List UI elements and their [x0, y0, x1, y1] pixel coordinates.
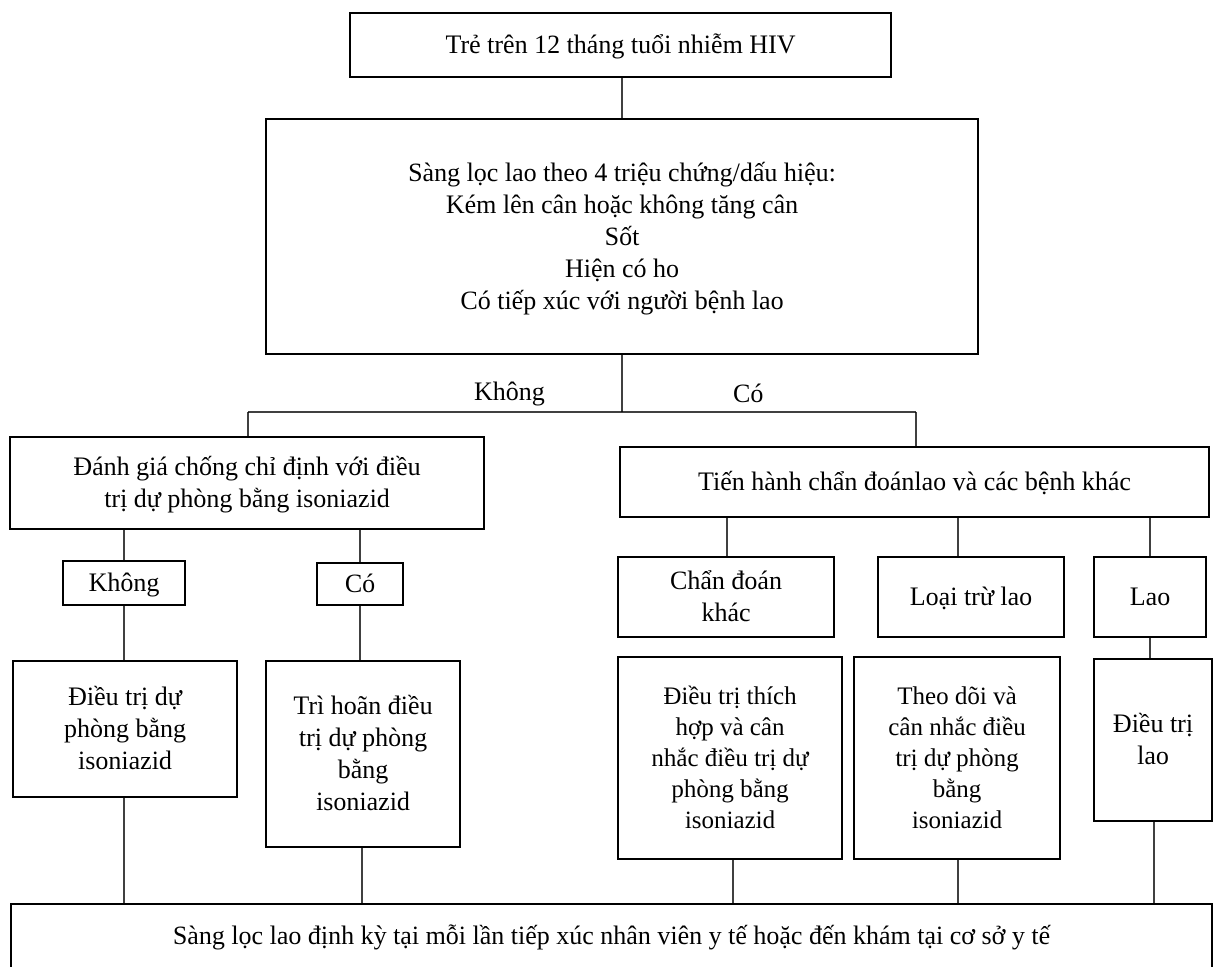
- screening-title: Sàng lọc lao theo 4 triệu chứng/dấu hiệu:: [408, 157, 836, 187]
- action-line: isoniazid: [316, 787, 410, 816]
- action-line: Điều trị: [1112, 709, 1194, 738]
- action-line: cân nhắc điều: [888, 713, 1026, 741]
- exclude-tb-box: [877, 556, 1065, 638]
- action-line: Điều trị thích: [663, 682, 797, 710]
- action-line: phòng bằng: [63, 714, 187, 743]
- screening-box: [265, 118, 979, 355]
- periodic-screening-box: [10, 903, 1213, 967]
- action-line: isoniazid: [78, 746, 172, 775]
- left-no-box: [62, 560, 186, 606]
- branch-label-no: Không: [474, 377, 545, 406]
- action-line: trị dự phòng: [298, 723, 428, 752]
- action-line: hợp và cân: [675, 713, 785, 741]
- monitor-consider-box: [853, 656, 1061, 860]
- diagnose-box: [619, 446, 1210, 518]
- root-label: Trẻ trên 12 tháng tuổi nhiễm HIV: [445, 30, 796, 59]
- periodic-screening-label: Sàng lọc lao định kỳ tại mỗi lần tiếp xúc nhân viên y tế hoặc đến khám tại cơ sở y tế: [172, 921, 1051, 950]
- root-box: [349, 12, 892, 78]
- symptom-item: Kém lên cân hoặc không tăng cân: [445, 189, 799, 219]
- other-diagnosis-box: [617, 556, 835, 638]
- action-line: phòng bằng: [671, 775, 789, 803]
- appropriate-treatment-box: [617, 656, 843, 860]
- left-yes-box: [316, 562, 404, 606]
- delay-prophylaxis-box: [265, 660, 461, 848]
- isoniazid-prophylaxis-box: [12, 660, 238, 798]
- action-line: isoniazid: [684, 806, 776, 834]
- assess-line: Đánh giá chống chỉ định với điều: [73, 452, 421, 481]
- assess-line: trị dự phòng bằng isoniazid: [104, 484, 390, 513]
- action-line: isoniazid: [911, 806, 1003, 834]
- diagnose-label: Tiến hành chẩn đoánlao và các bệnh khác: [698, 467, 1131, 496]
- tb-box: [1093, 556, 1207, 638]
- tb-label: Lao: [1129, 582, 1171, 611]
- left-yes-label: Có: [344, 569, 376, 598]
- action-line: Theo dõi và: [897, 682, 1017, 710]
- action-line: bằng: [932, 775, 982, 803]
- left-no-label: Không: [88, 568, 160, 597]
- action-line: nhắc điều trị dự: [651, 744, 809, 772]
- action-line: lao: [1137, 741, 1169, 770]
- symptom-item: Hiện có ho: [564, 253, 680, 283]
- exclude-tb-label: Loại trừ lao: [909, 582, 1033, 611]
- other-diagnosis-line: Chẩn đoán: [670, 566, 782, 595]
- action-line: trị dự phòng: [895, 744, 1019, 772]
- action-line: bằng: [337, 755, 389, 784]
- assess-contraindication-box: [9, 436, 485, 530]
- symptom-item: Sốt: [604, 221, 640, 251]
- branch-label-yes: Có: [733, 379, 764, 408]
- other-diagnosis-line: khác: [701, 598, 751, 627]
- action-line: Trì hoãn điều: [293, 691, 433, 720]
- tb-treatment-box: [1093, 658, 1213, 822]
- action-line: Điều trị dự: [68, 682, 182, 711]
- symptom-item: Có tiếp xúc với người bệnh lao: [460, 285, 784, 315]
